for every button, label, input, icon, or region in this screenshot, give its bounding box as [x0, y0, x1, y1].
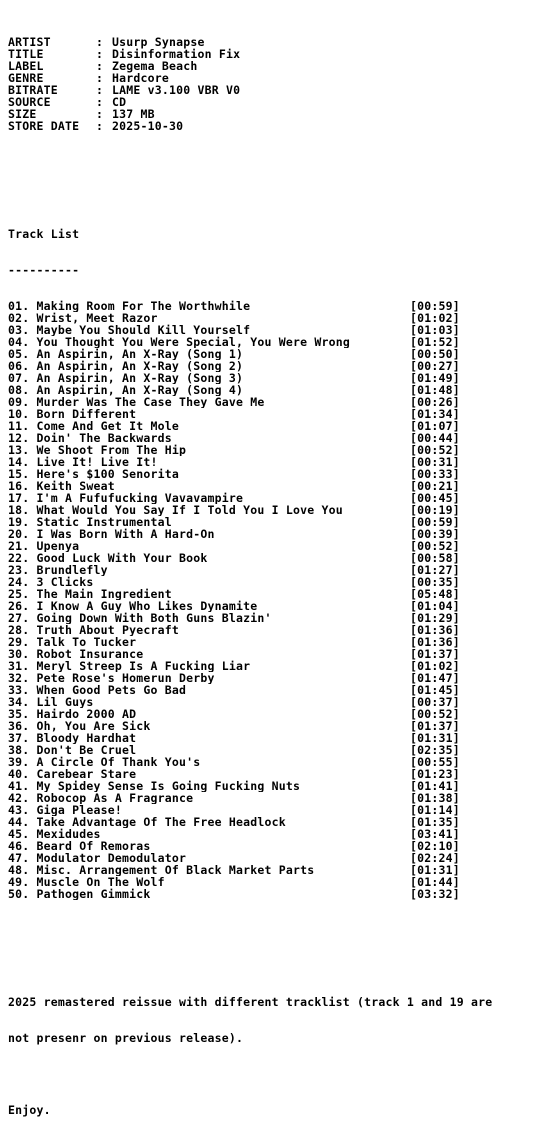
track-entry	[8, 540, 410, 552]
metadata-row	[8, 108, 553, 120]
track-title: Born Different	[36, 408, 137, 420]
metadata-key: BITRATE	[8, 83, 58, 97]
track-number: 25.	[8, 588, 30, 600]
track-row	[8, 312, 466, 324]
track-number: 26.	[8, 600, 30, 612]
track-number: 12.	[8, 432, 30, 444]
track-title: Going Down With Both Guns Blazin'	[36, 612, 272, 624]
track-title: Here's $100 Senorita	[36, 468, 179, 480]
track-row	[8, 696, 466, 708]
track-entry	[8, 672, 410, 684]
metadata-separator: :	[96, 35, 104, 49]
track-row	[8, 864, 466, 876]
track-entry	[8, 624, 410, 636]
track-number: 50.	[8, 888, 30, 900]
track-number: 09.	[8, 396, 30, 408]
track-duration: [00:52]	[410, 539, 460, 553]
track-title: Bloody Hardhat	[36, 732, 137, 744]
track-entry	[8, 600, 410, 612]
track-number: 43.	[8, 804, 30, 816]
track-number: 28.	[8, 624, 30, 636]
track-number: 16.	[8, 480, 30, 492]
track-entry	[8, 864, 410, 876]
track-duration: [01:02]	[410, 659, 460, 673]
track-duration: [01:49]	[410, 371, 460, 385]
track-number: 44.	[8, 816, 30, 828]
track-duration: [01:29]	[410, 611, 460, 625]
track-entry	[8, 684, 410, 696]
track-title: An Aspirin, An X-Ray (Song 2)	[36, 360, 244, 372]
track-row	[8, 732, 466, 744]
track-number: 02.	[8, 312, 30, 324]
track-entry	[8, 888, 410, 900]
metadata-row	[8, 72, 553, 84]
track-title: Wrist, Meet Razor	[36, 312, 158, 324]
track-entry	[8, 516, 410, 528]
track-row	[8, 756, 466, 768]
track-title: Muscle On The Wolf	[36, 876, 165, 888]
track-entry	[8, 648, 410, 660]
track-list	[8, 300, 553, 900]
track-row	[8, 720, 466, 732]
track-row	[8, 504, 466, 516]
metadata-separator: :	[96, 83, 104, 97]
track-duration: [01:37]	[410, 647, 460, 661]
track-title: Good Luck With Your Book	[36, 552, 208, 564]
track-entry	[8, 756, 410, 768]
track-duration: [05:48]	[410, 587, 460, 601]
track-duration: [00:39]	[410, 527, 460, 541]
metadata-value: CD	[112, 95, 127, 109]
track-number: 39.	[8, 756, 30, 768]
track-title: Modulator Demodulator	[36, 852, 187, 864]
track-row	[8, 672, 466, 684]
track-title: 3 Clicks	[36, 576, 94, 588]
track-row	[8, 480, 466, 492]
track-entry	[8, 708, 410, 720]
metadata-value: Disinformation Fix	[112, 47, 241, 61]
track-duration: [01:36]	[410, 635, 460, 649]
tracklist-heading: Track List	[8, 227, 80, 241]
track-number: 08.	[8, 384, 30, 396]
track-duration: [00:58]	[410, 551, 460, 565]
track-title: You Thought You Were Special, You Were Wrong	[36, 336, 350, 348]
track-entry	[8, 696, 410, 708]
track-row	[8, 528, 466, 540]
track-entry	[8, 324, 410, 336]
track-row	[8, 564, 466, 576]
metadata-key: LABEL	[8, 59, 44, 73]
track-number: 41.	[8, 780, 30, 792]
track-number: 22.	[8, 552, 30, 564]
track-entry	[8, 804, 410, 816]
track-duration: [01:52]	[410, 335, 460, 349]
track-duration: [01:23]	[410, 767, 460, 781]
track-title: An Aspirin, An X-Ray (Song 4)	[36, 384, 244, 396]
track-number: 33.	[8, 684, 30, 696]
track-row	[8, 624, 466, 636]
metadata-row	[8, 84, 553, 96]
track-number: 11.	[8, 420, 30, 432]
track-number: 47.	[8, 852, 30, 864]
track-duration: [01:31]	[410, 863, 460, 877]
metadata-separator: :	[96, 47, 104, 61]
track-duration: [00:19]	[410, 503, 460, 517]
track-title: We Shoot From The Hip	[36, 444, 187, 456]
track-row	[8, 600, 466, 612]
track-row	[8, 456, 466, 468]
track-number: 46.	[8, 840, 30, 852]
track-title: Misc. Arrangement Of Black Market Parts	[36, 864, 315, 876]
track-number: 18.	[8, 504, 30, 516]
track-duration: [01:02]	[410, 311, 460, 325]
track-entry	[8, 360, 410, 372]
track-number: 35.	[8, 708, 30, 720]
track-duration: [03:41]	[410, 827, 460, 841]
track-duration: [01:07]	[410, 419, 460, 433]
track-entry	[8, 768, 410, 780]
track-number: 07.	[8, 372, 30, 384]
track-number: 20.	[8, 528, 30, 540]
track-duration: [02:24]	[410, 851, 460, 865]
track-number: 49.	[8, 876, 30, 888]
track-number: 05.	[8, 348, 30, 360]
track-entry	[8, 444, 410, 456]
track-title: Robocop As A Fragrance	[36, 792, 194, 804]
metadata-value: 137 MB	[112, 107, 155, 121]
track-number: 03.	[8, 324, 30, 336]
track-entry	[8, 660, 410, 672]
track-entry	[8, 468, 410, 480]
track-duration: [00:52]	[410, 443, 460, 457]
track-entry	[8, 336, 410, 348]
track-entry	[8, 300, 410, 312]
track-title: When Good Pets Go Bad	[36, 684, 187, 696]
track-number: 10.	[8, 408, 30, 420]
track-row	[8, 300, 466, 312]
metadata-separator: :	[96, 59, 104, 73]
track-duration: [01:04]	[410, 599, 460, 613]
track-number: 27.	[8, 612, 30, 624]
track-title: I Was Born With A Hard-On	[36, 528, 215, 540]
closing-text: Enjoy.	[8, 1103, 51, 1117]
track-duration: [01:35]	[410, 815, 460, 829]
nfo-document	[8, 12, 553, 1128]
track-entry	[8, 312, 410, 324]
track-entry	[8, 816, 410, 828]
track-duration: [00:50]	[410, 347, 460, 361]
track-title: Carebear Stare	[36, 768, 137, 780]
track-duration: [01:34]	[410, 407, 460, 421]
metadata-value: Usurp Synapse	[112, 35, 205, 49]
track-duration: [00:21]	[410, 479, 460, 493]
track-row	[8, 792, 466, 804]
track-number: 24.	[8, 576, 30, 588]
track-number: 32.	[8, 672, 30, 684]
track-entry	[8, 636, 410, 648]
track-number: 21.	[8, 540, 30, 552]
track-number: 31.	[8, 660, 30, 672]
track-title: Murder Was The Case They Gave Me	[36, 396, 265, 408]
track-row	[8, 492, 466, 504]
track-entry	[8, 876, 410, 888]
track-title: Talk To Tucker	[36, 636, 137, 648]
track-entry	[8, 408, 410, 420]
metadata-separator: :	[96, 95, 104, 109]
track-duration: [00:31]	[410, 455, 460, 469]
track-row	[8, 444, 466, 456]
track-duration: [00:26]	[410, 395, 460, 409]
track-title: Making Room For The Worthwhile	[36, 300, 251, 312]
track-row	[8, 336, 466, 348]
track-number: 04.	[8, 336, 30, 348]
track-number: 17.	[8, 492, 30, 504]
metadata-row	[8, 60, 553, 72]
track-duration: [01:47]	[410, 671, 460, 685]
track-row	[8, 888, 466, 900]
track-entry	[8, 456, 410, 468]
track-duration: [00:27]	[410, 359, 460, 373]
track-row	[8, 768, 466, 780]
track-number: 19.	[8, 516, 30, 528]
track-entry	[8, 612, 410, 624]
track-row	[8, 468, 466, 480]
track-row	[8, 372, 466, 384]
track-title: An Aspirin, An X-Ray (Song 1)	[36, 348, 244, 360]
track-duration: [01:27]	[410, 563, 460, 577]
track-duration: [02:35]	[410, 743, 460, 757]
track-entry	[8, 348, 410, 360]
track-row	[8, 816, 466, 828]
track-title: Mexidudes	[36, 828, 101, 840]
track-entry	[8, 780, 410, 792]
metadata-row	[8, 48, 553, 60]
track-entry	[8, 840, 410, 852]
track-title: Maybe You Should Kill Yourself	[36, 324, 251, 336]
track-title: Lil Guys	[36, 696, 94, 708]
track-title: Live It! Live It!	[36, 456, 158, 468]
track-duration: [00:35]	[410, 575, 460, 589]
track-duration: [00:59]	[410, 299, 460, 313]
track-row	[8, 396, 466, 408]
metadata-row	[8, 96, 553, 108]
metadata-key: SIZE	[8, 107, 37, 121]
track-title: A Circle Of Thank You's	[36, 756, 201, 768]
track-title: Beard Of Remoras	[36, 840, 151, 852]
track-duration: [01:45]	[410, 683, 460, 697]
metadata-value: LAME v3.100 VBR V0	[112, 83, 241, 97]
track-title: I Know A Guy Who Likes Dynamite	[36, 600, 258, 612]
track-number: 38.	[8, 744, 30, 756]
track-duration: [01:31]	[410, 731, 460, 745]
track-title: Truth About Pyecraft	[36, 624, 179, 636]
track-number: 23.	[8, 564, 30, 576]
metadata-value: Hardcore	[112, 71, 169, 85]
track-row	[8, 420, 466, 432]
track-duration: [01:44]	[410, 875, 460, 889]
track-row	[8, 828, 466, 840]
release-note-line-1: 2025 remastered reissue with different tracklist (track 1 and 19 are	[8, 995, 493, 1009]
track-entry	[8, 744, 410, 756]
track-entry	[8, 732, 410, 744]
metadata-row	[8, 36, 553, 48]
track-number: 15.	[8, 468, 30, 480]
track-entry	[8, 588, 410, 600]
track-duration: [00:33]	[410, 467, 460, 481]
track-entry	[8, 420, 410, 432]
track-title: Doin' The Backwards	[36, 432, 172, 444]
track-title: Come And Get It Mole	[36, 420, 179, 432]
track-row	[8, 432, 466, 444]
track-row	[8, 324, 466, 336]
track-entry	[8, 552, 410, 564]
track-row	[8, 648, 466, 660]
track-number: 37.	[8, 732, 30, 744]
track-row	[8, 348, 466, 360]
track-row	[8, 804, 466, 816]
track-duration: [03:32]	[410, 887, 460, 901]
track-entry	[8, 528, 410, 540]
track-number: 36.	[8, 720, 30, 732]
track-duration: [01:14]	[410, 803, 460, 817]
track-title: Hairdo 2000 AD	[36, 708, 137, 720]
track-title: Pathogen Gimmick	[36, 888, 151, 900]
track-row	[8, 552, 466, 564]
track-row	[8, 684, 466, 696]
track-row	[8, 576, 466, 588]
track-title: Static Instrumental	[36, 516, 172, 528]
metadata-value: 2025-10-30	[112, 119, 184, 133]
track-entry	[8, 852, 410, 864]
track-duration: [01:36]	[410, 623, 460, 637]
track-entry	[8, 564, 410, 576]
track-row	[8, 384, 466, 396]
track-row	[8, 780, 466, 792]
track-number: 14.	[8, 456, 30, 468]
track-title: Oh, You Are Sick	[36, 720, 151, 732]
track-entry	[8, 828, 410, 840]
metadata-separator: :	[96, 119, 104, 133]
track-number: 01.	[8, 300, 30, 312]
track-row	[8, 744, 466, 756]
track-number: 29.	[8, 636, 30, 648]
track-duration: [01:41]	[410, 779, 460, 793]
metadata-key: SOURCE	[8, 95, 51, 109]
track-title: I'm A Fufufucking Vavavampire	[36, 492, 244, 504]
track-title: Don't Be Cruel	[36, 744, 137, 756]
metadata-separator: :	[96, 71, 104, 85]
track-number: 40.	[8, 768, 30, 780]
track-duration: [00:59]	[410, 515, 460, 529]
track-number: 45.	[8, 828, 30, 840]
track-title: Brundlefly	[36, 564, 108, 576]
track-entry	[8, 720, 410, 732]
track-duration: [01:48]	[410, 383, 460, 397]
track-duration: [00:45]	[410, 491, 460, 505]
track-number: 48.	[8, 864, 30, 876]
track-duration: [01:37]	[410, 719, 460, 733]
release-note-line-2: not presenr on previous release).	[8, 1031, 244, 1045]
track-number: 34.	[8, 696, 30, 708]
track-row	[8, 708, 466, 720]
track-title: Upenya	[36, 540, 80, 552]
track-title: Robot Insurance	[36, 648, 144, 660]
track-number: 42.	[8, 792, 30, 804]
metadata-value: Zegema Beach	[112, 59, 198, 73]
metadata-key: STORE DATE	[8, 119, 80, 133]
track-title: Meryl Streep Is A Fucking Liar	[36, 660, 251, 672]
track-title: Take Advantage Of The Free Headlock	[36, 816, 286, 828]
track-number: 06.	[8, 360, 30, 372]
track-entry	[8, 480, 410, 492]
track-title: My Spidey Sense Is Going Fucking Nuts	[36, 780, 301, 792]
track-row	[8, 540, 466, 552]
track-duration: [01:03]	[410, 323, 460, 337]
track-duration: [00:44]	[410, 431, 460, 445]
track-entry	[8, 492, 410, 504]
metadata-separator: :	[96, 107, 104, 121]
track-duration: [01:38]	[410, 791, 460, 805]
track-row	[8, 876, 466, 888]
metadata-row	[8, 120, 553, 132]
track-entry	[8, 792, 410, 804]
track-entry	[8, 384, 410, 396]
track-title: The Main Ingredient	[36, 588, 172, 600]
tracklist-underline: ----------	[8, 263, 80, 277]
track-entry	[8, 576, 410, 588]
track-duration: [00:37]	[410, 695, 460, 709]
track-row	[8, 840, 466, 852]
track-duration: [00:55]	[410, 755, 460, 769]
metadata-key: GENRE	[8, 71, 44, 85]
track-number: 13.	[8, 444, 30, 456]
track-number: 30.	[8, 648, 30, 660]
track-title: An Aspirin, An X-Ray (Song 3)	[36, 372, 244, 384]
track-title: What Would You Say If I Told You I Love You	[36, 504, 343, 516]
track-duration: [00:52]	[410, 707, 460, 721]
track-entry	[8, 432, 410, 444]
track-title: Giga Please!	[36, 804, 122, 816]
track-row	[8, 636, 466, 648]
metadata-key: ARTIST	[8, 35, 51, 49]
track-row	[8, 408, 466, 420]
metadata-key: TITLE	[8, 47, 44, 61]
track-entry	[8, 396, 410, 408]
track-row	[8, 612, 466, 624]
track-row	[8, 660, 466, 672]
track-title: Keith Sweat	[36, 480, 115, 492]
track-row	[8, 852, 466, 864]
track-entry	[8, 504, 410, 516]
track-row	[8, 516, 466, 528]
track-duration: [02:10]	[410, 839, 460, 853]
track-entry	[8, 372, 410, 384]
track-title: Pete Rose's Homerun Derby	[36, 672, 215, 684]
metadata-block	[8, 36, 553, 132]
track-row	[8, 588, 466, 600]
track-row	[8, 360, 466, 372]
